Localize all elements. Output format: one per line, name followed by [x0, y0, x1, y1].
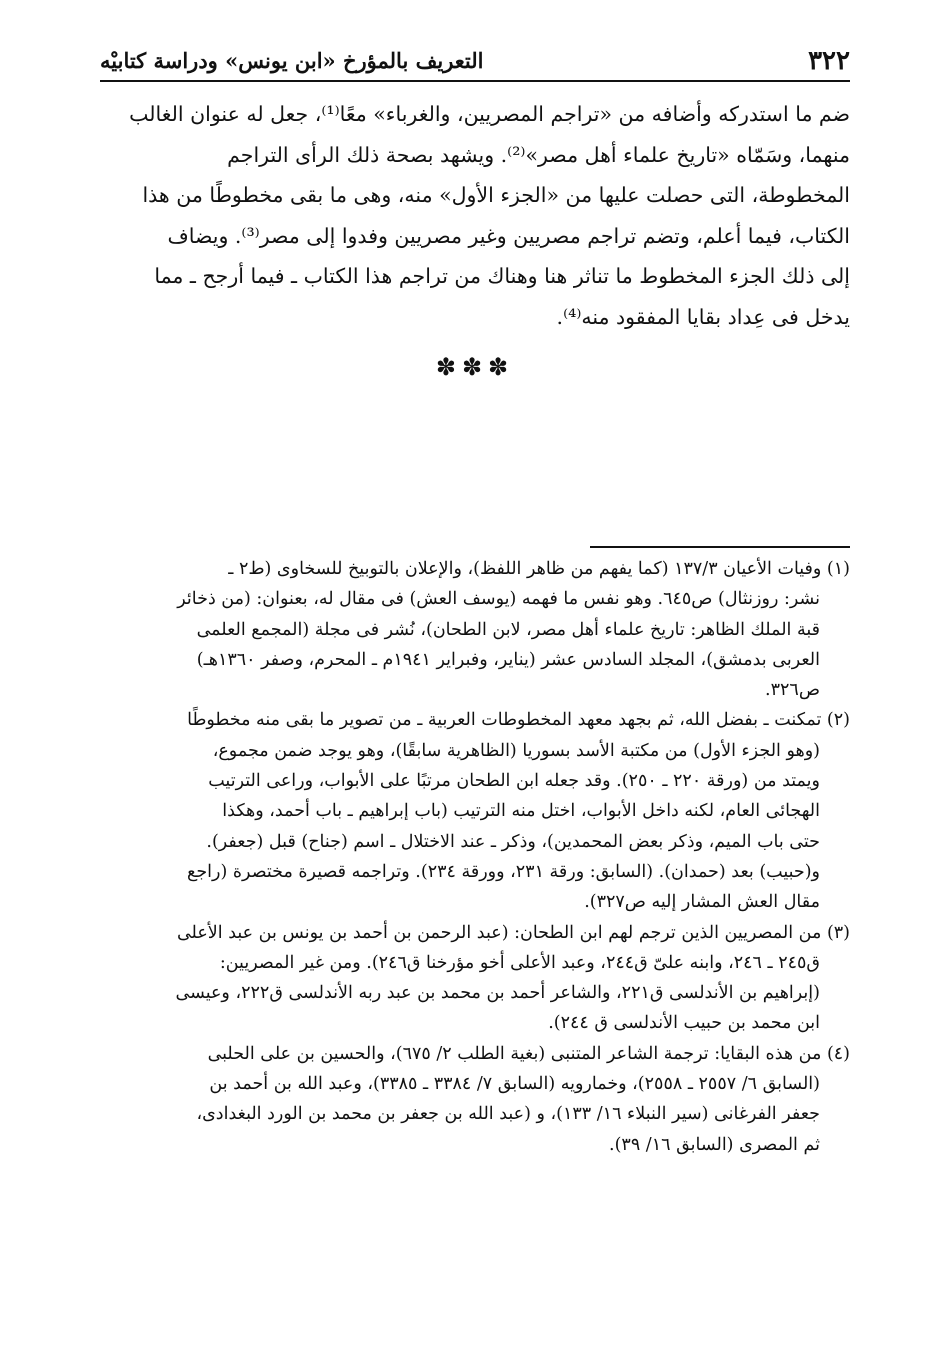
- footnote-line: ثم المصرى (السابق ١٦/ ٣٩).: [609, 1134, 820, 1155]
- footnote-line: (٣) من المصريين الذين ترجم لهم ابن الطحان: (عبد الرحمن بن أحمد بن يونس بن عبد الأعلى: [176, 922, 850, 943]
- page-header: [100, 40, 850, 80]
- body-line: يدخل فى عِداد بقايا المفقود منه⁽⁴⁾.: [556, 304, 850, 329]
- body-line: منهما، وسَمّاه «تاريخ علماء أهل مصر»⁽²⁾. ويشهد بصحة ذلك الرأى التراجم: [227, 142, 850, 167]
- footnote-3: [100, 918, 850, 1039]
- footnote-line: (٤) من هذه البقايا: ترجمة الشاعر المتنبى (بغية الطلب ٢/ ٦٧٥)، والحسين بن على الحلبى: [207, 1043, 850, 1064]
- footnote-line: (وهو الجزء الأول) من مكتبة الأسد بسوريا (الظاهرية سابقًا)، وهو يوجد ضمن مجموع،: [212, 740, 820, 761]
- footnote-rule: [590, 546, 850, 548]
- footnote-line: (٢) تمكنت ـ بفضل الله، ثم بجهد معهد المخطوطات العربية ـ من تصوير ما بقى منه مخطوطًا: [187, 710, 850, 731]
- running-title: التعريف بالمؤرخ «ابن يونس» ودراسة كتابيْه: [100, 48, 484, 73]
- footnote-line: ابن محمد بن حبيب الأندلسى ق ٢٤٤).: [548, 1013, 820, 1034]
- footnote-line: مقال العش المشار إليه ص٣٢٧).: [584, 892, 820, 913]
- footnote-line: و(حبيب) بعد (حمدان). (السابق: ورقة ٢٣١، وورقة ٢٣٤). وتراجمه قصيرة مختصرة (راجع: [187, 861, 820, 882]
- page-number: ٣٢٢: [808, 46, 850, 76]
- footnote-line: جعفر الفرغانى (سير النبلاء ١٦/ ١٣٣)، و (عبد الله بن جعفر بن محمد بن الورد البغدادى،: [196, 1104, 820, 1125]
- footnote-line: حتى باب الميم، وذكر بعض المحمدين)، وذكر ـ عند الاختلال ـ اسم (جناح) قبل (جعفر).: [206, 831, 820, 852]
- footnote-line: ويمتد من (ورقة ٢٢٠ ـ ٢٥٠). وقد جعله ابن الطحان مرتبًا على الأبواب، وراعى الترتيب: [208, 771, 820, 792]
- footnote-4: [100, 1039, 850, 1160]
- main-paragraph: [100, 94, 850, 337]
- section-separator: ✽✽✽: [435, 353, 515, 381]
- footnote-line: العربى بدمشق)، المجلد السادس عشر (يناير، وفبراير ١٩٤١م ـ المحرم، وصفر ١٣٦٠هـ): [196, 649, 820, 670]
- footnotes: [100, 554, 850, 1160]
- body-line: المخطوطة، التى حصلت عليها من «الجزء الأول» منه، وهى ما بقى مخطوطًا من هذا: [142, 183, 850, 207]
- document-page: [100, 40, 850, 1330]
- footnote-line: نشر: روزنثال) ص٦٤٥. وهو نفس ما فهمه (يوسف العش) فى مقال له، بعنوان: (من ذخائر: [177, 589, 820, 610]
- body-line: الكتاب، فيما أعلم، وتضم تراجم مصريين وغير مصريين وفدوا إلى مصر⁽³⁾. ويضاف: [167, 223, 850, 248]
- footnote-1: [100, 554, 850, 705]
- body-line: ضم ما استدركه وأضافه من «تراجم المصريين، والغرباء» معًا⁽¹⁾، جعل له عنوان الغالب: [129, 102, 850, 126]
- body-line: إلى ذلك الجزء المخطوط ما تناثر هنا وهناك من تراجم هذا الكتاب ـ فيما أرجح ـ مما: [154, 264, 850, 288]
- footnote-line: (١) وفيات الأعيان ١٣٧/٣ (كما يفهم من ظاهر اللفظ)، والإعلان بالتوبيخ للسخاوى (ط٢ ـ: [228, 559, 850, 579]
- footnote-line: ص٣٢٦.: [765, 680, 820, 701]
- footnote-line: (إبراهيم بن الأندلسى ق٢٢١، والشاعر أحمد بن محمد بن عبد ربه الأندلسى ق٢٢٢، وعيسى: [175, 983, 820, 1004]
- footnote-line: (السابق ٦/ ٢٥٥٧ ـ ٢٥٥٨)، وخمارويه (السابق ٧/ ٣٣٨٤ ـ ٣٣٨٥)، وعبد الله بن أحمد بن: [209, 1074, 820, 1095]
- footnote-line: قبة الملك الظاهر: تاريخ علماء أهل مصر، لابن الطحان)، نُشر فى مجلة (المجمع العلمى: [196, 619, 820, 640]
- footnote-line: ق٢٤٥ ـ ٢٤٦، وابنه علىّ ق٢٤٤، وعبد الأعلى أخو مؤرخنا ق٢٤٦). ومن غير المصريين:: [219, 952, 820, 973]
- footnote-2: [100, 705, 850, 917]
- footnote-line: الهجائى العام، لكنه داخل الأبواب، اختل منه الترتيب (باب إبراهيم ـ باب أحمد، وهكذا: [222, 801, 820, 822]
- header-rule: [100, 80, 850, 82]
